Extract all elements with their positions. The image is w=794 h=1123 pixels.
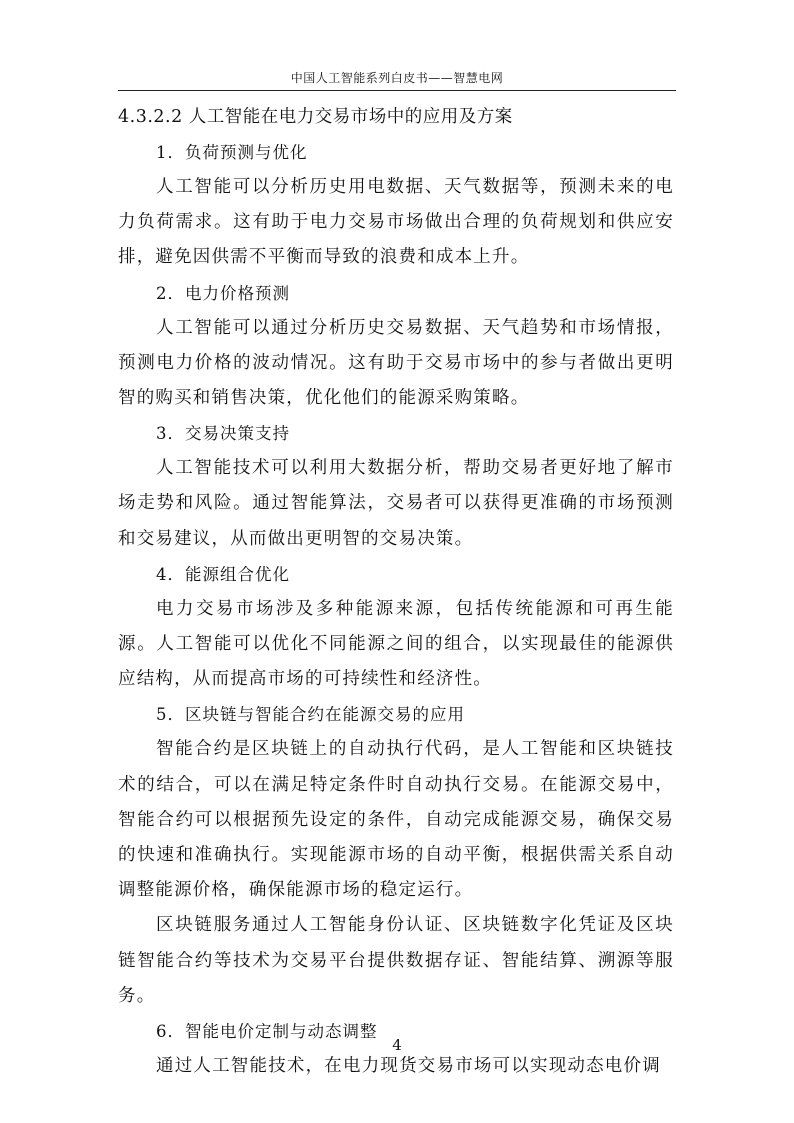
item-heading-1: 1．负荷预测与优化: [156, 143, 308, 162]
item-4-paragraph: 电力交易市场涉及多种能源来源，包括传统能源和可再生能源。人工智能可以优化不同能源之间的组合，以实现最佳的能源供应结构，从而提高市场的可持续性和经济性。: [118, 598, 674, 690]
item-5-paragraph-1: 智能合约是区块链上的自动执行代码，是人工智能和区块链技术的结合，可以在满足特定条件时自动执行交易。在能源交易中，智能合约可以根据预先设定的条件，自动完成能源交易，确保交易的快速和准确执行。实现能源市场的自动平衡，根据供需关系自动调整能源价格，确保能源市场的稳定运行。: [118, 739, 674, 901]
item-heading-6: 6．智能电价定制与动态调整: [156, 1022, 378, 1042]
item-heading-2: 2．电力价格预测: [156, 283, 290, 303]
item-heading-3: 3．交易决策支持: [156, 424, 290, 444]
item-heading-4: 4．能源组合优化: [156, 564, 290, 584]
running-header: 中国人工智能系列白皮书——智慧电网: [290, 71, 504, 85]
item-heading-5: 5．区块链与智能合约在能源交易的应用: [156, 705, 465, 725]
section-title: 4.3.2.2 人工智能在电力交易市场中的应用及方案: [118, 107, 513, 127]
page-number: 4: [392, 1036, 402, 1054]
item-1-paragraph: 人工智能可以分析历史用电数据、天气数据等，预测未来的电力负荷需求。这有助于电力交易市场做出合理的负荷规划和供应安排，避免因供需不平衡而导致的浪费和成本上升。: [118, 177, 674, 268]
header-divider: [118, 90, 676, 91]
item-5-paragraph-2: 区块链服务通过人工智能身份认证、区块链数字化凭证及区块链智能合约等技术为交易平台提供数据存证、智能结算、溯源等服务。: [118, 915, 674, 1006]
item-6-paragraph: 通过人工智能技术，在电力现货交易市场可以实现动态电价调: [156, 1056, 661, 1077]
page-body: [118, 100, 674, 1084]
item-2-paragraph: 人工智能可以通过分析历史交易数据、天气趋势和市场情报，预测电力价格的波动情况。这有助于交易市场中的参与者做出更明智的购买和销售决策，优化他们的能源采购策略。: [118, 317, 674, 409]
item-3-paragraph: 人工智能技术可以利用大数据分析，帮助交易者更好地了解市场走势和风险。通过智能算法，交易者可以获得更准确的市场预测和交易建议，从而做出更明智的交易决策。: [118, 458, 674, 549]
